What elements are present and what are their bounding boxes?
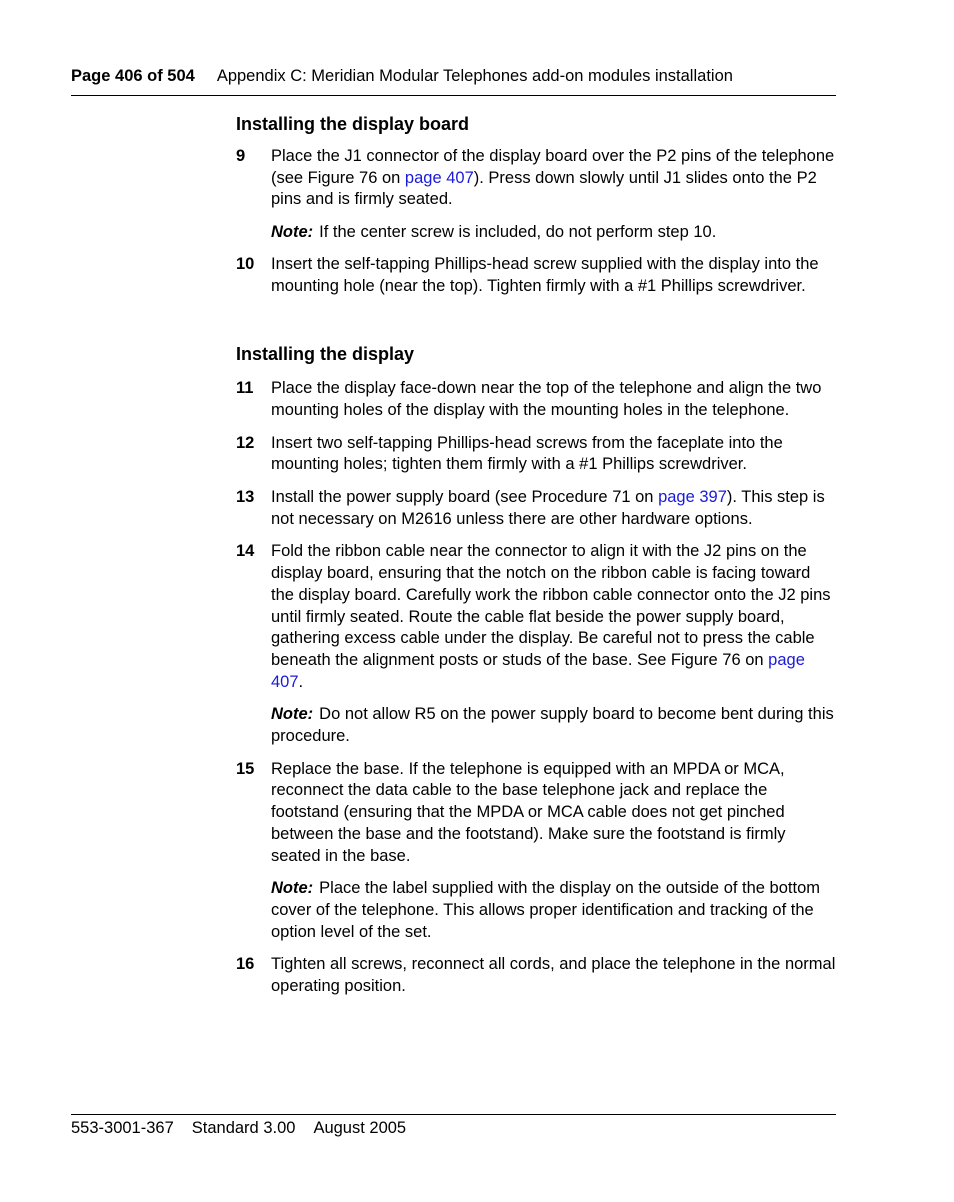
page-body [236, 112, 836, 998]
document-number: 553-3001-367 [71, 1119, 174, 1137]
step-text: Insert the self-tapping Phillips-head screw supplied with the display into the mounting hole (near the top). Tighten firmly with a #1 Phillips screwdriver. [271, 254, 819, 295]
note-1 [236, 222, 836, 244]
step-9 [236, 146, 836, 211]
chapter-title: Appendix C: Meridian Modular Telephones add-on modules installation [216, 67, 733, 85]
note-2 [236, 704, 836, 747]
standard-version: Standard 3.00 [191, 1119, 296, 1137]
step-text: Fold the ribbon cable near the connector to align it with the J2 pins on the display board, ensuring that the notch on the ribbon cable is facing toward the display board. Carefully work the ribbon cable connector onto the J2 pins until firmly seated. Route the cable flat beside the power supply board, gathering excess cable under the display. Be careful not to press the cable beneath the alignment posts or studs of the base. See Figure 76 on [271, 542, 831, 669]
header-divider [71, 95, 836, 96]
page-number: Page 406 of 504 [71, 67, 195, 85]
step-15 [236, 759, 836, 868]
step-number: 12 [236, 433, 255, 452]
step-11 [236, 378, 836, 421]
step-text: Replace the base. If the telephone is equipped with an MPDA or MCA, reconnect the data cable to the base telephone jack and replace the footstand (ensuring that the MPDA or MCA cable does not get pinched between the base and the footstand). Make sure the footstand is firmly seated in the base. [271, 759, 786, 865]
page-header [71, 66, 836, 86]
note-label: Note: [271, 223, 314, 242]
page-footer [71, 1118, 424, 1138]
step-number: 11 [236, 379, 254, 398]
page-link[interactable]: page 397 [658, 488, 727, 507]
step-13 [236, 487, 836, 530]
step-10 [236, 254, 836, 297]
step-text: Place the J1 connector of the display board over the P2 pins of the telephone (see Figure 76 on [271, 147, 835, 187]
publication-date: August 2005 [313, 1119, 407, 1137]
step-number: 13 [236, 488, 255, 507]
footer-divider [71, 1114, 836, 1115]
step-text: Place the display face-down near the top of the telephone and align the two mounting holes of the display with the mounting holes in the telephone. [271, 379, 822, 419]
step-text: ). This step is not necessary on M2616 unless there are other hardware options. [271, 488, 825, 528]
step-number: 14 [236, 542, 255, 561]
step-14 [236, 541, 836, 693]
step-number: 10 [236, 254, 255, 273]
step-number: 16 [236, 955, 255, 974]
note-3 [236, 878, 836, 943]
step-text: Install the power supply board (see Procedure 71 on [271, 488, 659, 507]
step-text: ). Press down slowly until J1 slides onto the P2 pins and is firmly seated. [271, 168, 817, 209]
step-text: Tighten all screws, reconnect all cords, and place the telephone in the normal operating position. [271, 955, 836, 996]
step-number: 9 [236, 147, 246, 165]
note-text: If the center screw is included, do not perform step 10. [319, 223, 717, 242]
page-link[interactable]: page 407 [271, 650, 805, 691]
note-text: Do not allow R5 on the power supply board to become bent during this procedure. [271, 705, 834, 746]
step-16 [236, 954, 836, 997]
note-label: Note: [271, 879, 314, 898]
step-number: 15 [236, 759, 255, 778]
page-link[interactable]: page 407 [404, 168, 474, 187]
note-text: Place the label supplied with the display on the outside of the bottom cover of the telephone. This allows proper identification and tracking of the option level of the set. [271, 879, 820, 941]
step-text: . [298, 672, 304, 691]
step-text: Insert two self-tapping Phillips-head screws from the faceplate into the mounting holes; tighten them firmly with a #1 Phillips screwdriver. [271, 433, 783, 474]
heading-installing-display: Installing the display [236, 344, 415, 365]
step-12 [236, 433, 836, 476]
heading-installing-display-board: Installing the display board [236, 114, 470, 134]
note-label: Note: [271, 705, 314, 724]
